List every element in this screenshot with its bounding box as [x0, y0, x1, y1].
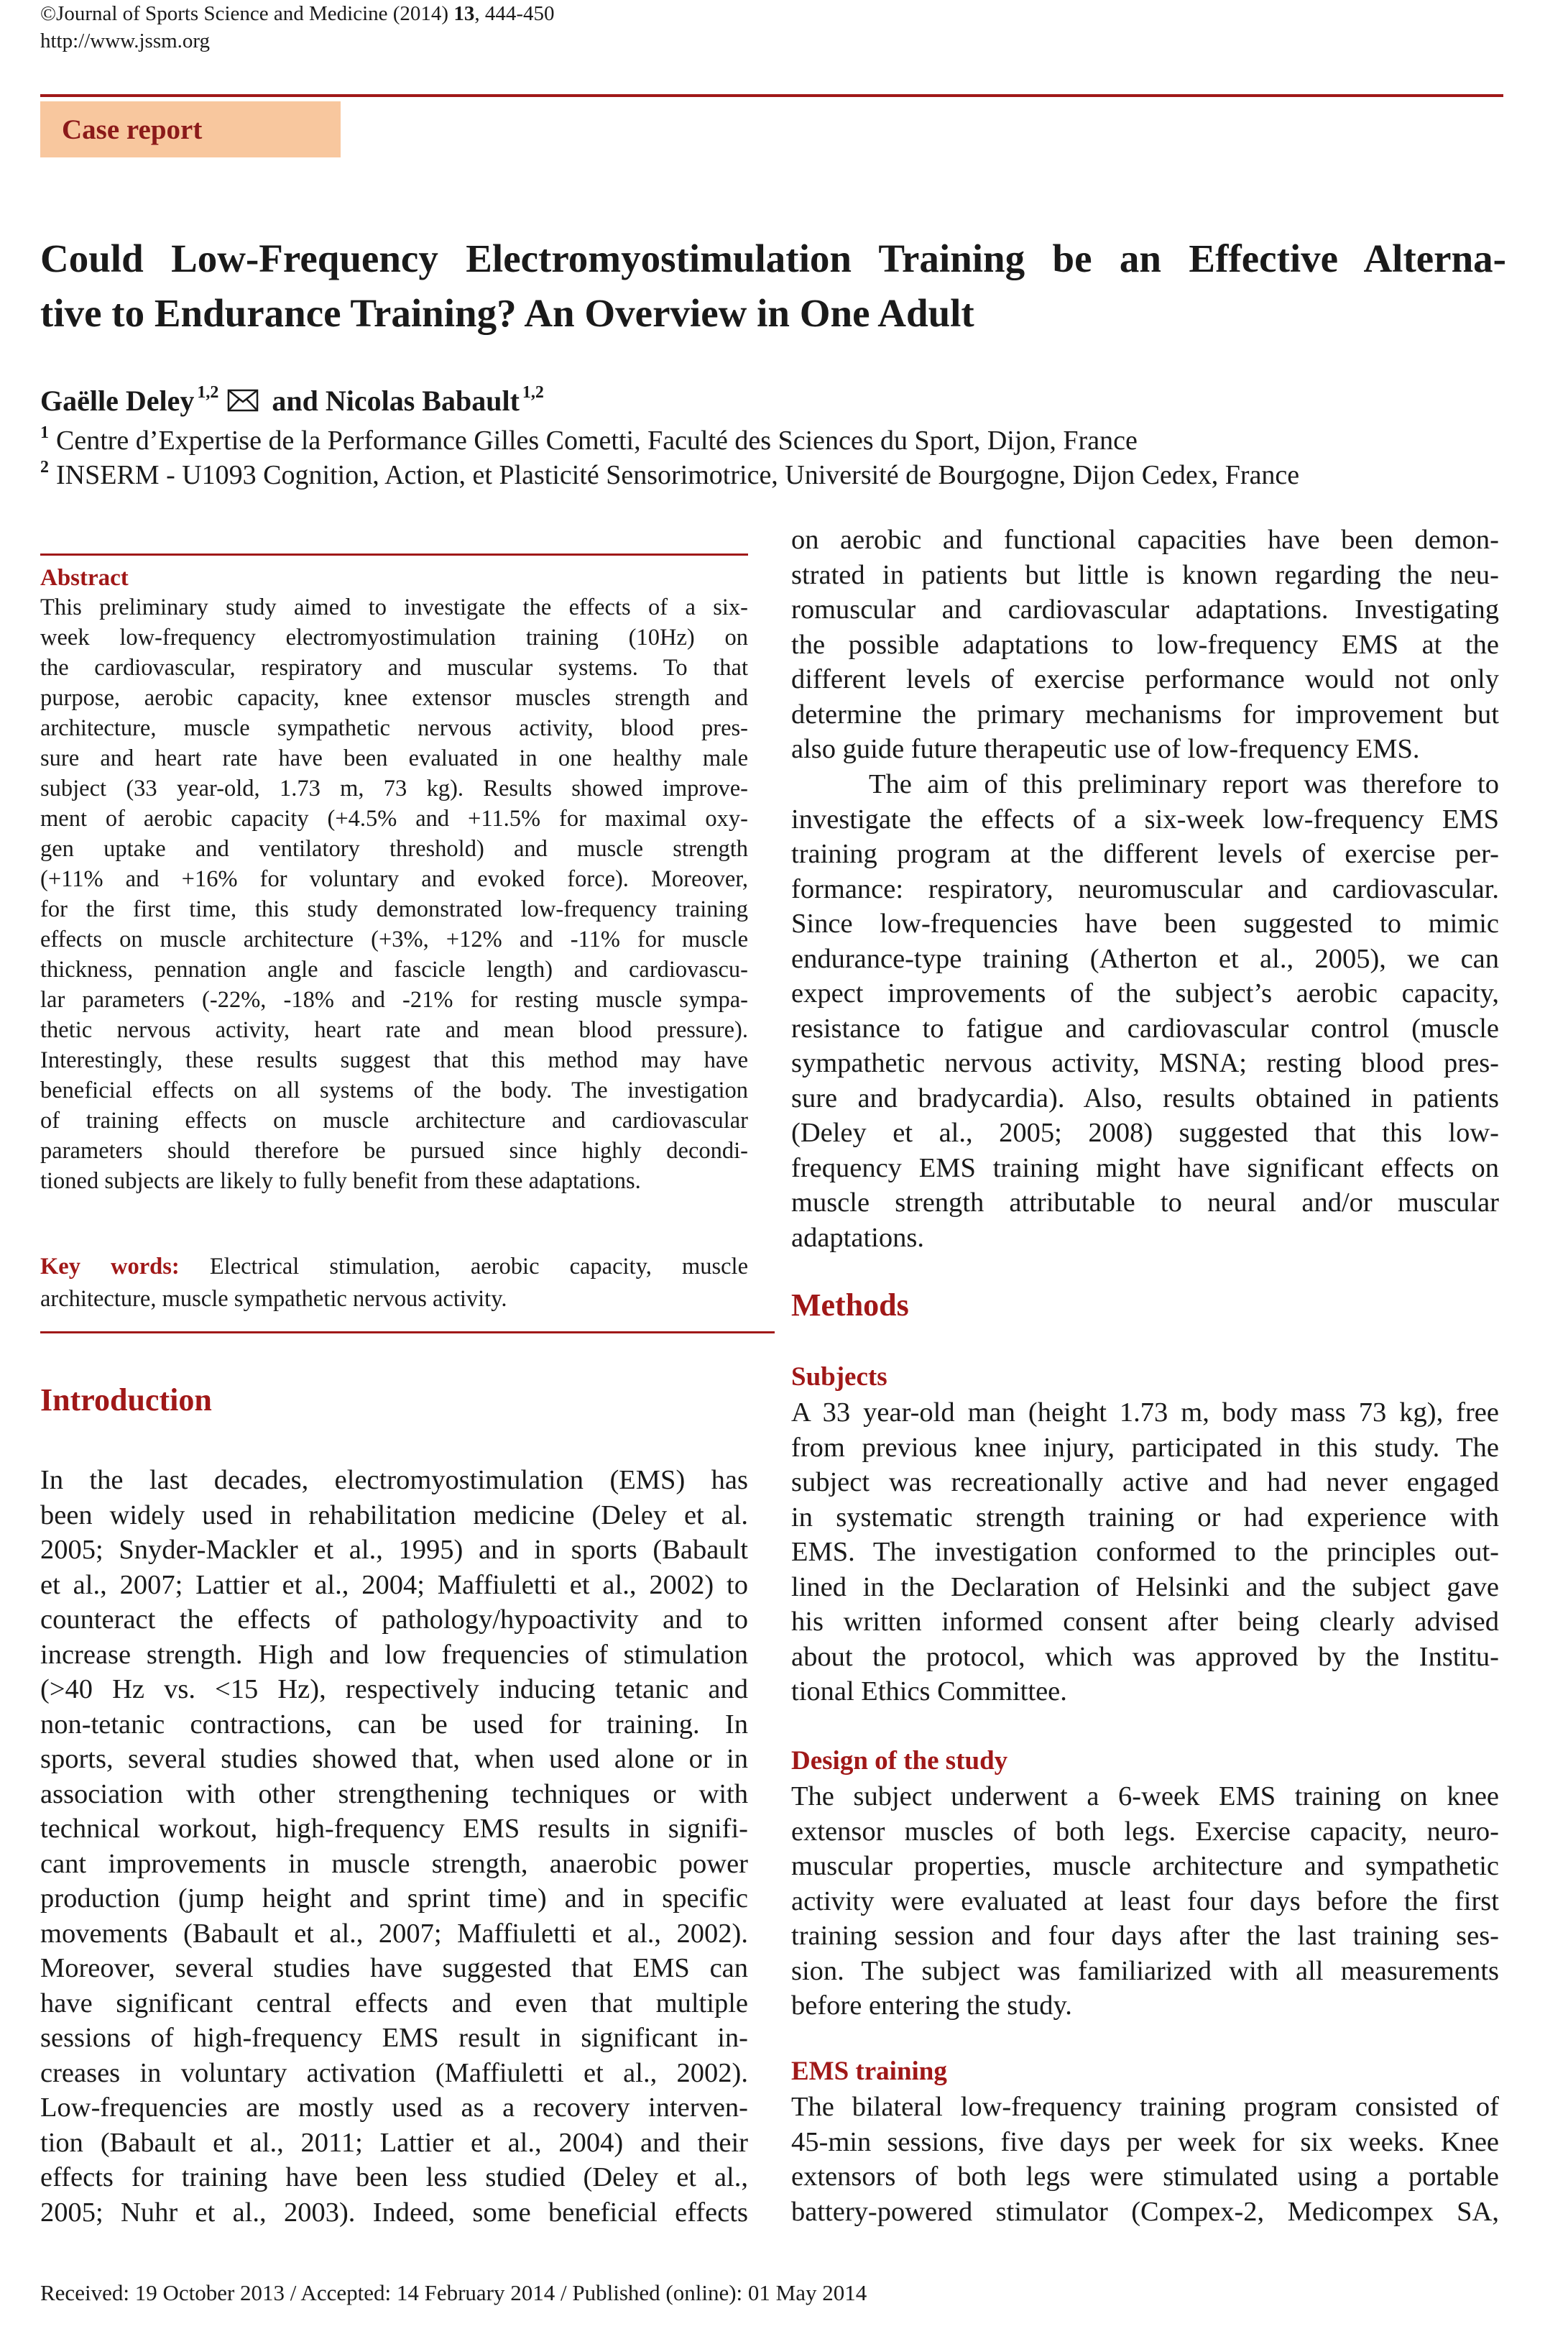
article-title: [40, 231, 1506, 341]
text-line: lar parameters (-22%, -18% and -21% for resting muscle sympa-: [40, 987, 748, 1013]
text-line: EMS. The investigation conformed to the principles out-: [791, 1537, 1499, 1567]
text-line: The aim of this preliminary report was therefore to: [869, 769, 1499, 799]
text-line: resistance to fatigue and cardiovascular control (muscle: [791, 1013, 1499, 1044]
text-line: (+11% and +16% for voluntary and evoked force). Moreover,: [40, 866, 748, 892]
text-line: strated in patients but little is known regarding the neu-: [791, 559, 1499, 590]
text-line: (Deley et al., 2005; 2008) suggested that this low-: [791, 1118, 1499, 1148]
text-line: sure and bradycardia). Also, results obtained in patients: [791, 1083, 1499, 1113]
text-line: have significant central effects and even that multiple: [40, 1988, 748, 2018]
title-line: Could Low-Frequency Electromyostimulation Training be an Effective Alterna-: [40, 236, 1506, 280]
text-line: gen uptake and ventilatory threshold) and muscle strength: [40, 836, 748, 862]
keywords: [40, 1251, 748, 1315]
author-affil-sup: 1,2: [522, 383, 544, 402]
text-line: muscular properties, muscle architecture and sympathetic: [791, 1851, 1499, 1881]
text-line: adaptations.: [791, 1222, 924, 1253]
introduction-body: [40, 1463, 748, 2230]
text-line: determine the primary mechanisms for improvement but: [791, 699, 1499, 730]
text-line: the cardiovascular, respiratory and muscular systems. To that: [40, 655, 748, 681]
ems-training-heading: EMS training: [791, 2057, 947, 2086]
text-line: movements (Babault et al., 2007; Maffiuletti et al., 2002).: [40, 1918, 748, 1949]
authors: [40, 374, 544, 420]
author-name: Gaëlle Deley: [40, 385, 195, 417]
text-line: Since low-frequencies have been suggested to mimic: [791, 909, 1499, 939]
text-line: architecture, muscle sympathetic nervous activity, blood pres-: [40, 715, 748, 741]
text-line: Moreover, several studies have suggested that EMS can: [40, 1953, 748, 1983]
affiliation-2: $^2$ INSERM - U1093 Cognition, Action, et Plasticité Sensorimotrice, Université de Bourgogne, Dijon Cedex, France: [40, 458, 1300, 490]
article-type-badge: Case report: [40, 101, 341, 157]
text-line: non-tetanic contractions, can be used for training. In: [40, 1709, 748, 1740]
text-line: A 33 year-old man (height 1.73 m, body mass 73 kg), free: [791, 1397, 1499, 1428]
text-line: increase strength. High and low frequencies of stimulation: [40, 1639, 748, 1670]
text-line: subject was recreationally active and had never engaged: [791, 1467, 1499, 1497]
text-line: training program at the different levels of exercise per-: [791, 839, 1499, 869]
text-line: week low-frequency electromyostimulation training (10Hz) on: [40, 625, 748, 651]
text-line: (>40 Hz vs. <15 Hz), respectively inducing tetanic and: [40, 1674, 748, 1704]
text-line: counteract the effects of pathology/hypoactivity and to: [40, 1604, 748, 1635]
text-line: et al., 2007; Lattier et al., 2004; Maffiuletti et al., 2002) to: [40, 1569, 748, 1600]
author-affil-sup: 1,2: [197, 383, 219, 402]
ems-training-body: [791, 2090, 1499, 2229]
text-line: 2005; Snyder-Mackler et al., 1995) and in sports (Babault: [40, 1535, 748, 1565]
text-line: extensor muscles of both legs. Exercise capacity, neuro-: [791, 1816, 1499, 1847]
text-line: sessions of high-frequency EMS result in significant in-: [40, 2023, 748, 2053]
text-line: training session and four days after the last training ses-: [791, 1921, 1499, 1951]
text-line: ment of aerobic capacity (+4.5% and +11.5% for maximal oxy-: [40, 806, 748, 832]
keywords-line: Key words: Electrical stimulation, aerobic capacity, muscle: [40, 1254, 748, 1280]
text-line: investigate the effects of a six-week low-frequency EMS: [791, 804, 1499, 835]
aim-paragraph: [791, 767, 1499, 1255]
text-line: effects for training have been less studied (Deley et al.,: [40, 2162, 748, 2192]
text-line: Low-frequencies are mostly used as a recovery interven-: [40, 2093, 748, 2123]
abstract-bottom-rule: [40, 1331, 775, 1333]
text-line: cant improvements in muscle strength, anaerobic power: [40, 1848, 748, 1879]
publication-dates: Received: 19 October 2013 / Accepted: 14 February 2014 / Published (online): 01 May 2014: [40, 2280, 867, 2305]
text-line: thickness, pennation angle and fascicle length) and cardiovascu-: [40, 957, 748, 983]
design-body: [791, 1779, 1499, 2023]
text-line: Interestingly, these results suggest that this method may have: [40, 1047, 748, 1073]
text-line: endurance-type training (Atherton et al., 2005), we can: [791, 943, 1499, 974]
text-line: extensors of both legs were stimulated using a portable: [791, 2162, 1499, 2192]
abstract-top-rule: [40, 553, 748, 556]
text-line: subject (33 year-old, 1.73 m, 73 kg). Results showed improve-: [40, 776, 748, 801]
text-line: from previous knee injury, participated in this study. The: [791, 1432, 1499, 1463]
text-line: muscle strength attributable to neural and/or muscular: [791, 1188, 1499, 1218]
text-line: production (jump height and sprint time) and in specific: [40, 1883, 748, 1914]
text-line: on aerobic and functional capacities have been demon-: [791, 525, 1499, 555]
abstract-heading: Abstract: [40, 565, 129, 591]
text-line: battery-powered stimulator (Compex-2, Medicompex SA,: [791, 2196, 1499, 2227]
abstract-body: [40, 592, 748, 1196]
text-line: expect improvements of the subject’s aerobic capacity,: [791, 978, 1499, 1009]
text-line: parameters should therefore be pursued since highly decondi-: [40, 1138, 748, 1164]
text-line: frequency EMS training might have significant effects on: [791, 1152, 1499, 1183]
text-line: association with other strengthening techniques or with: [40, 1778, 748, 1809]
text-line: his written informed consent after being clearly advised: [791, 1607, 1499, 1637]
subjects-body: [791, 1395, 1499, 1709]
text-line: lined in the Declaration of Helsinki and the subject gave: [791, 1571, 1499, 1602]
text-line: This preliminary study aimed to investigate the effects of a six-: [40, 594, 748, 620]
text-line: tion (Babault et al., 2011; Lattier et al., 2004) and their: [40, 2127, 748, 2158]
text-line: in systematic strength training or had experience with: [791, 1502, 1499, 1533]
text-line: about the protocol, which was approved by the Institu-: [791, 1641, 1499, 1672]
text-line: sure and heart rate have been evaluated in one healthy male: [40, 745, 748, 771]
text-line: technical workout, high-frequency EMS results in signifi-: [40, 1814, 748, 1844]
text-line: effects on muscle architecture (+3%, +12% and -11% for muscle: [40, 927, 748, 952]
text-line: 45-min sessions, five days per week for six weeks. Knee: [791, 2126, 1499, 2157]
text-line: been widely used in rehabilitation medicine (Deley et al.: [40, 1499, 748, 1530]
journal-url[interactable]: http://www.jssm.org: [40, 29, 211, 52]
subjects-heading: Subjects: [791, 1362, 887, 1392]
text-line: tioned subjects are likely to fully benefit from these adaptations.: [40, 1168, 641, 1194]
journal-citation: ©Journal of Sports Science and Medicine (2014) 13, 444-450 http://www.jssm.org: [40, 0, 555, 55]
text-line: formance: respiratory, neuromuscular and cardiovascular.: [791, 873, 1499, 904]
intro-continued-paragraph: [791, 523, 1499, 767]
text-line: The subject underwent a 6-week EMS training on knee: [791, 1781, 1499, 1811]
text-line: for the first time, this study demonstrated low-frequency training: [40, 896, 748, 922]
text-line: of training effects on muscle architecture and cardiovascular: [40, 1108, 748, 1134]
text-line: sion. The subject was familiarized with all measurements: [791, 1955, 1499, 1986]
title-line: tive to Endurance Training? An Overview in One Adult: [40, 291, 974, 335]
text-line: before entering the study.: [791, 1990, 1072, 2021]
text-line: purpose, aerobic capacity, knee extensor muscles strength and: [40, 685, 748, 711]
text-line: beneficial effects on all systems of the body. The investigation: [40, 1078, 748, 1103]
keywords-label: Key words:: [40, 1254, 180, 1280]
keywords-line: architecture, muscle sympathetic nervous activity.: [40, 1286, 507, 1312]
text-line: The bilateral low-frequency training program consisted of: [791, 2092, 1499, 2122]
text-line: In the last decades, electromyostimulation (EMS) has: [40, 1465, 748, 1495]
text-line: also guide future therapeutic use of low-frequency EMS.: [791, 734, 1420, 764]
text-line: tional Ethics Committee.: [791, 1676, 1067, 1706]
text-line: romuscular and cardiovascular adaptations. Investigating: [791, 594, 1499, 625]
header-rule: [40, 94, 1503, 97]
introduction-heading: Introduction: [40, 1382, 212, 1418]
text-line: 2005; Nuhr et al., 2003). Indeed, some beneficial effects: [40, 2197, 748, 2228]
text-line: thetic nervous activity, heart rate and mean blood pressure).: [40, 1017, 748, 1043]
affiliation-1: $^1$ Centre d’Expertise de la Performance Gilles Cometti, Faculté des Sciences du Sport, Dijon, France: [40, 423, 1138, 456]
text-line: the possible adaptations to low-frequency EMS at the: [791, 629, 1499, 660]
text-line: sympathetic nervous activity, MSNA; resting blood pres-: [791, 1048, 1499, 1078]
envelope-icon[interactable]: [227, 389, 259, 412]
methods-heading: Methods: [791, 1287, 909, 1323]
text-line: sports, several studies showed that, when used alone or in: [40, 1744, 748, 1774]
text-line: creases in voluntary activation (Maffiuletti et al., 2002).: [40, 2057, 748, 2088]
design-heading: Design of the study: [791, 1746, 1008, 1776]
author-connector: and Nicolas Babault: [272, 385, 520, 417]
text-line: different levels of exercise performance would not only: [791, 664, 1499, 694]
text-line: activity were evaluated at least four days before the first: [791, 1885, 1499, 1916]
